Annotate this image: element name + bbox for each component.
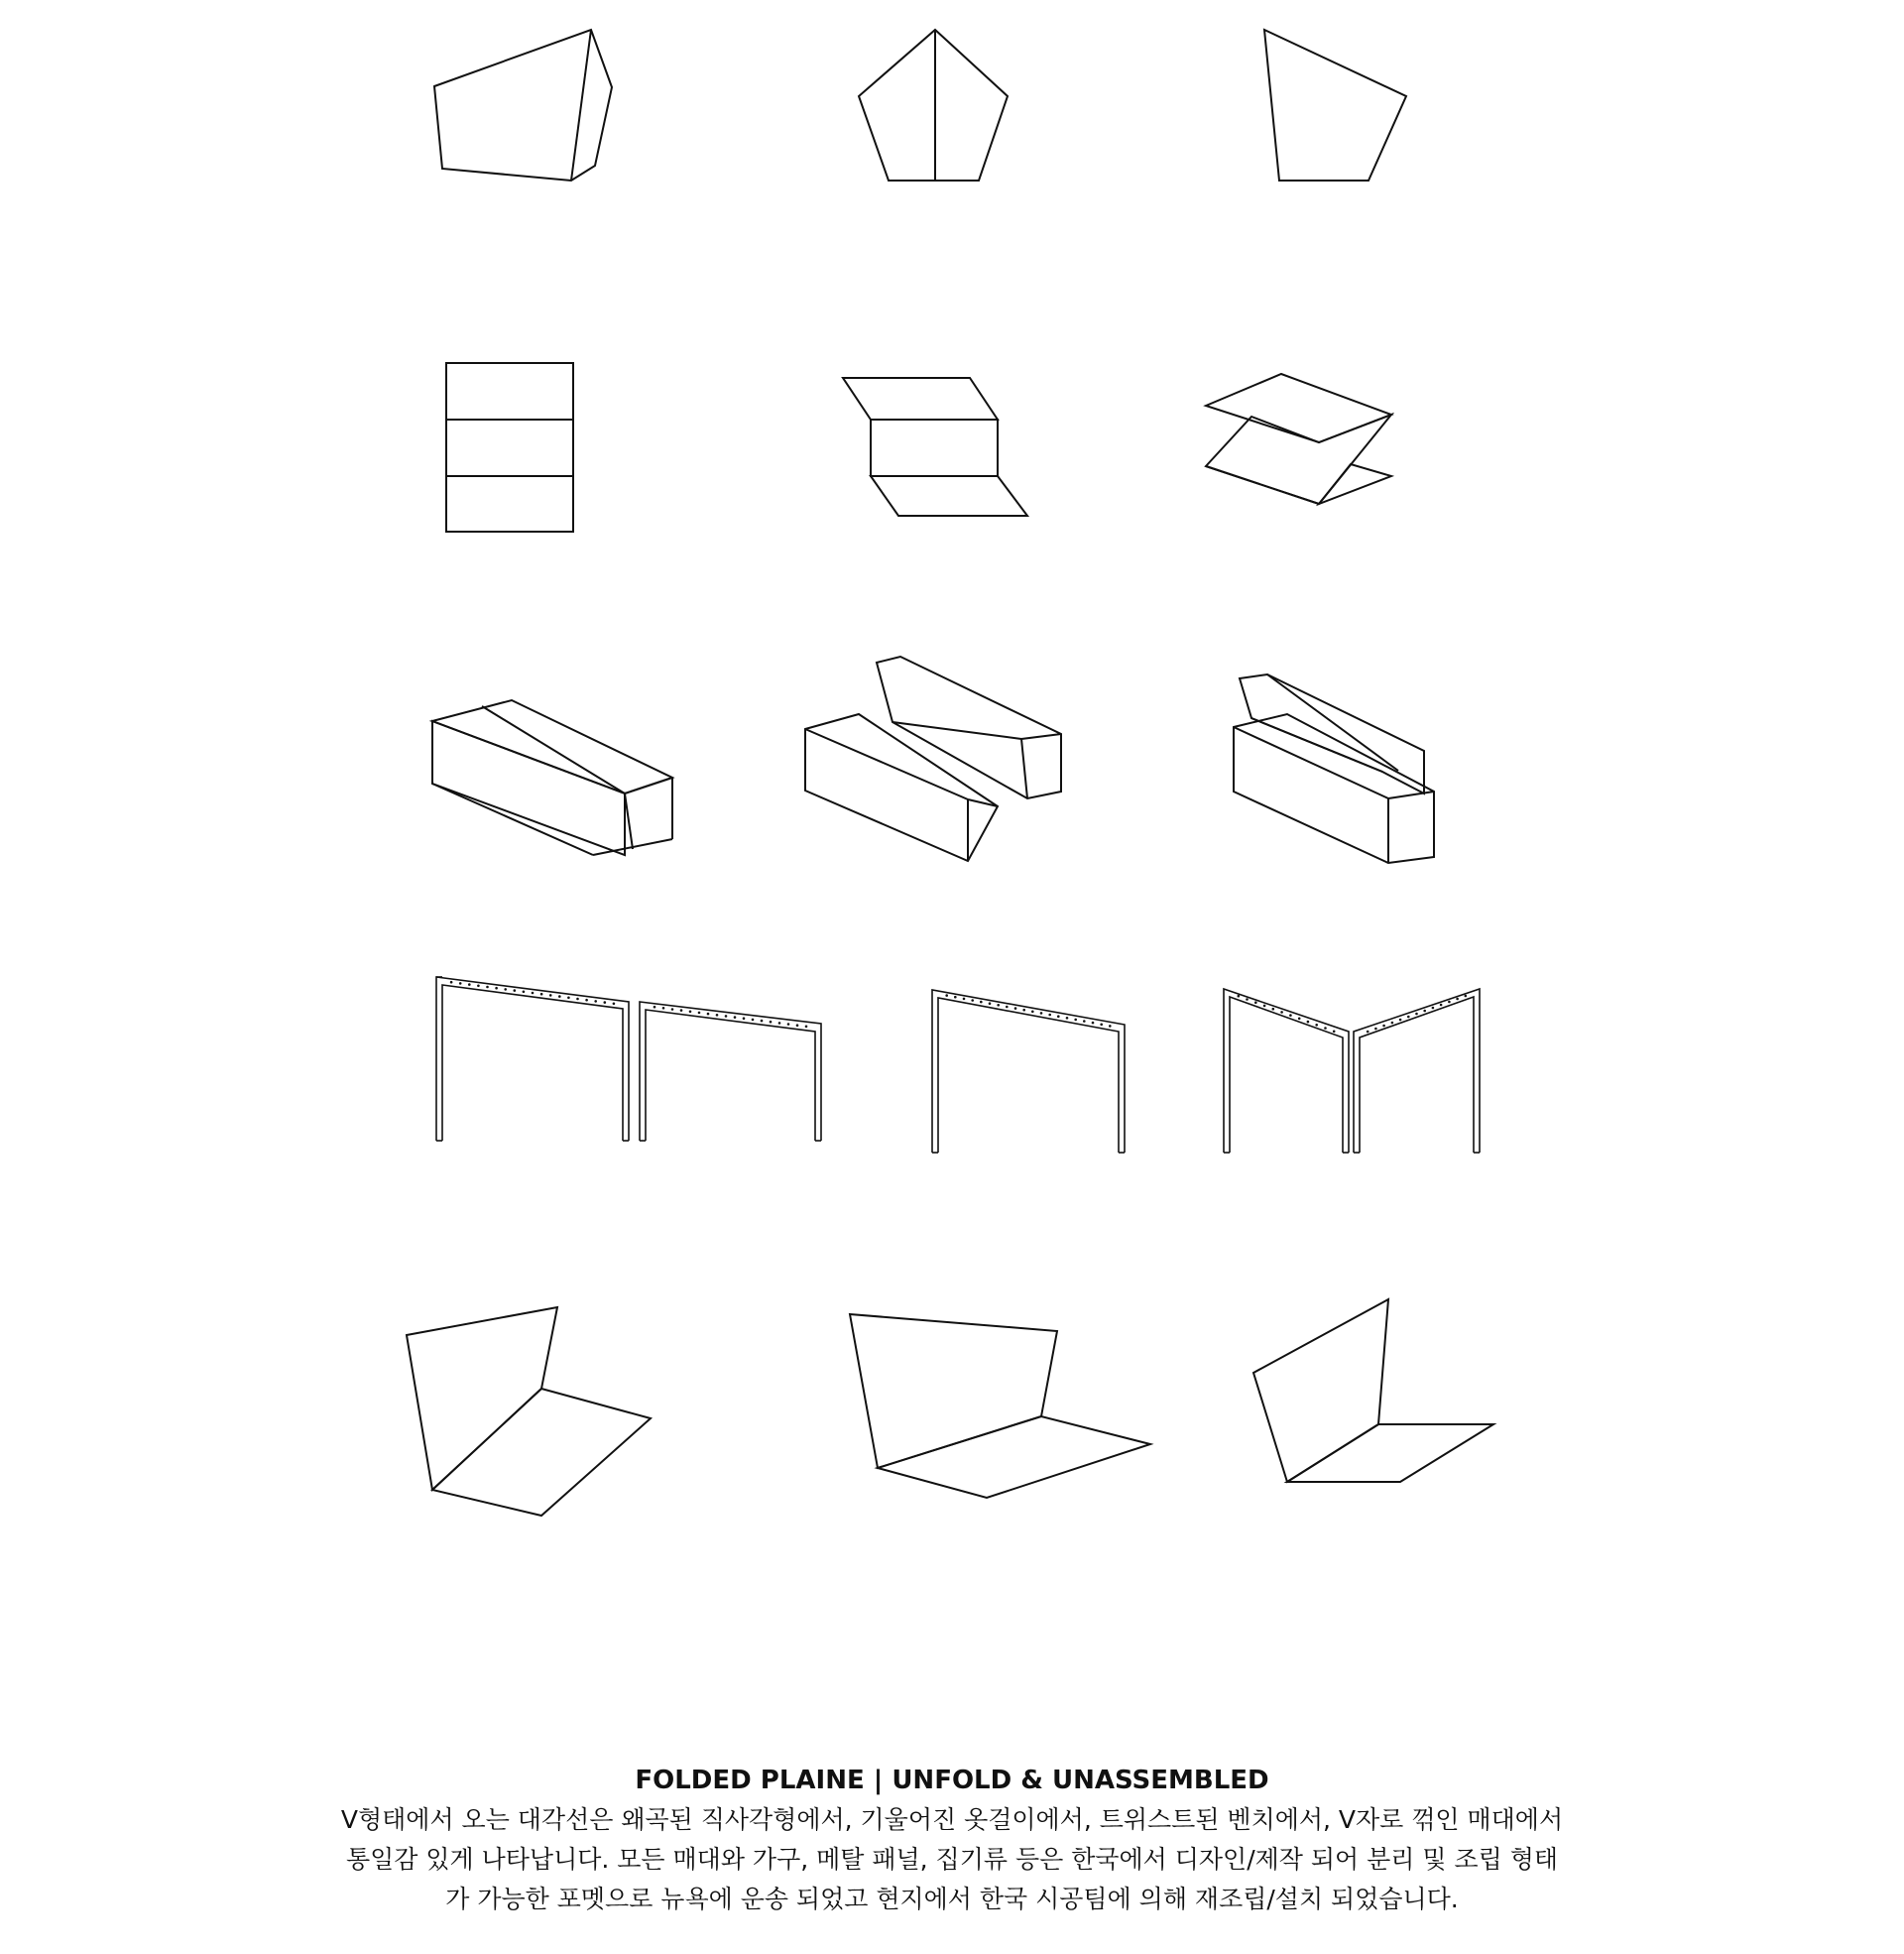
perforation-dot: [1367, 1031, 1369, 1034]
perforation-dot: [514, 989, 517, 992]
folded-plane-z: [843, 378, 1027, 516]
perforation-dot: [1415, 1013, 1418, 1016]
hanger-v-shaped: [1224, 989, 1480, 1153]
perforation-dot: [1407, 1016, 1410, 1019]
perforation-dot: [1423, 1010, 1426, 1013]
perforation-dot: [716, 1014, 719, 1017]
perforation-dot: [689, 1011, 692, 1014]
perforation-dot: [796, 1024, 799, 1027]
hanger-single: [932, 990, 1125, 1153]
bench-separated: [805, 657, 1061, 861]
perforation-dot: [971, 999, 974, 1002]
perforation-dot: [604, 1001, 607, 1004]
perforation-dot: [1083, 1020, 1086, 1023]
perforation-dot: [1382, 1025, 1385, 1028]
folded-plane-flat: [446, 363, 573, 532]
perforation-dot: [576, 998, 579, 1001]
caption-line-1: V형태에서 오는 대각선은 왜곡된 직사각형에서, 기울어진 옷걸이에서, 트위스트된 벤치에서, V자로 꺾인 매대에서: [340, 1805, 1564, 1834]
perforation-dot: [1109, 1025, 1112, 1028]
perforation-dot: [1333, 1031, 1336, 1034]
pentagon-center: [859, 30, 1008, 181]
pentagon-left: [434, 30, 612, 181]
perforation-dot: [1006, 1006, 1009, 1009]
perforation-dot: [1391, 1022, 1394, 1025]
v-table-center: [850, 1314, 1150, 1498]
perforation-dot: [1238, 995, 1241, 998]
perforation-dot: [523, 991, 526, 994]
perforation-dot: [805, 1026, 808, 1029]
perforation-dot: [707, 1013, 710, 1016]
perforation-dot: [1254, 1001, 1257, 1004]
perforation-dot: [954, 996, 957, 999]
perforation-dot: [1263, 1005, 1266, 1008]
perforation-dot: [680, 1009, 683, 1012]
perforation-dot: [486, 986, 489, 989]
row-3-benches: [432, 657, 1434, 863]
perforation-dot: [1432, 1007, 1435, 1010]
perforation-dot: [945, 994, 948, 997]
perforation-dot: [997, 1004, 1000, 1007]
perforation-dot: [567, 997, 570, 1000]
perforation-dot: [1014, 1007, 1017, 1010]
perforation-dot: [1092, 1022, 1095, 1025]
v-table-left: [407, 1307, 651, 1516]
perforation-dot: [459, 982, 462, 985]
perforation-dot: [549, 994, 552, 997]
perforation-dot: [1298, 1018, 1301, 1021]
perforation-dot: [1057, 1015, 1060, 1018]
perforation-dot: [1465, 995, 1468, 998]
perforation-dot: [1272, 1008, 1275, 1011]
perforation-dot: [1440, 1004, 1443, 1007]
perforation-dot: [477, 985, 480, 988]
perforation-dot: [540, 993, 543, 996]
perforation-dot: [1100, 1024, 1103, 1027]
perforation-dot: [980, 1001, 983, 1004]
perforation-dot: [1048, 1014, 1051, 1017]
perforation-dot: [778, 1022, 781, 1025]
perforation-dot: [1066, 1017, 1069, 1020]
perforation-dot: [450, 981, 453, 984]
perforation-dot: [1074, 1019, 1077, 1022]
row-5-v-tables: [407, 1299, 1493, 1516]
perforation-dot: [468, 983, 471, 986]
perforation-dot: [504, 988, 507, 991]
perforation-dot: [743, 1017, 746, 1020]
row-4-hanger-frames: [436, 977, 1480, 1153]
row-2-folded-planes: [446, 363, 1391, 532]
perforation-dot: [613, 1003, 616, 1006]
caption: [0, 1761, 1904, 1919]
perforation-dot: [671, 1008, 674, 1011]
hanger-double: [436, 977, 821, 1141]
perforation-dot: [989, 1002, 992, 1005]
perforation-dot: [1280, 1011, 1283, 1014]
v-table-right: [1253, 1299, 1493, 1482]
caption-title: FOLDED PLAINE | UNFOLD & UNASSEMBLED: [635, 1766, 1269, 1795]
perforation-dot: [495, 987, 498, 990]
bench-assembled: [432, 700, 672, 855]
perforation-dot: [725, 1015, 728, 1018]
perforation-dot: [654, 1006, 656, 1009]
perforation-dot: [787, 1023, 790, 1026]
caption-line-2: 통일감 있게 나타납니다. 모든 매대와 가구, 메탈 패널, 집기류 등은 한국에서 디자인/제작 되어 분리 및 조립 형태: [345, 1845, 1558, 1874]
perforation-dot: [761, 1020, 764, 1023]
perforation-dot: [1022, 1009, 1025, 1012]
perforation-dot: [698, 1012, 701, 1015]
perforation-dot: [1374, 1028, 1377, 1031]
perforation-dot: [734, 1016, 737, 1019]
perforation-dot: [662, 1007, 665, 1010]
perforation-dot: [752, 1019, 755, 1022]
perforation-dot: [1448, 1001, 1451, 1004]
row-1-pentagons: [434, 30, 1406, 181]
perforation-dot: [558, 995, 561, 998]
perforation-dot: [594, 1000, 597, 1003]
perforation-dot: [1246, 998, 1249, 1001]
perforation-dot: [585, 999, 588, 1002]
folded-plane-zigzag: [1206, 374, 1391, 504]
perforation-dot: [963, 998, 966, 1001]
perforation-dot: [1399, 1019, 1402, 1022]
perforation-dot: [1307, 1021, 1310, 1024]
perforation-dot: [1315, 1024, 1318, 1027]
bench-twisted: [1234, 674, 1434, 863]
perforation-dot: [1289, 1014, 1292, 1017]
perforation-dot: [1324, 1027, 1327, 1030]
perforation-dot: [770, 1021, 773, 1024]
perforation-dot: [1040, 1012, 1043, 1015]
caption-line-3: 가 가능한 포멧으로 뉴욕에 운송 되었고 현지에서 한국 시공팀에 의해 재조립/설치 되었습니다.: [445, 1885, 1459, 1913]
perforation-dot: [1031, 1011, 1034, 1014]
pentagon-right: [1264, 30, 1406, 181]
perforation-dot: [532, 992, 535, 995]
perforation-dot: [1456, 998, 1459, 1001]
